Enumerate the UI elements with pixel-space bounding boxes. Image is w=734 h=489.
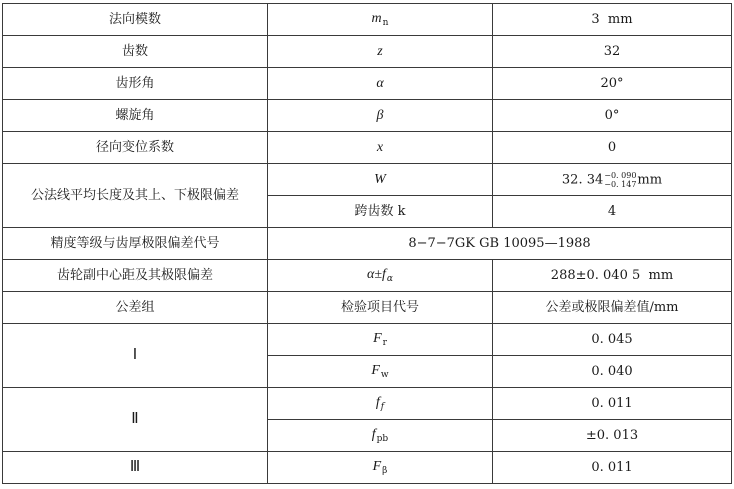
label-cell: 法向模数 — [3, 4, 268, 36]
label-cell: 螺旋角 — [3, 100, 268, 132]
symbol-subscript: f — [380, 401, 385, 412]
value-cell — [493, 164, 732, 196]
symbol-subscript: pb — [376, 433, 389, 444]
symbol-cell — [268, 260, 493, 292]
symbol-text: F — [372, 458, 382, 474]
table-row — [3, 388, 732, 420]
table-header-row — [3, 292, 732, 324]
group-cell: Ⅰ — [3, 324, 268, 388]
symbol-cell — [268, 132, 493, 164]
value-cell: 0. 011 — [493, 452, 732, 484]
value-cell: 0 — [493, 132, 732, 164]
symbol-cell — [268, 100, 493, 132]
symbol-subscript: β — [382, 465, 388, 476]
value-cell: 288±0. 040 5 mm — [493, 260, 732, 292]
value-cell: 0. 045 — [493, 324, 732, 356]
label-cell: 齿数 — [3, 36, 268, 68]
label-cell: 径向变位系数 — [3, 132, 268, 164]
value-cell: 0. 011 — [493, 388, 732, 420]
table-row — [3, 228, 732, 260]
symbol-text: α — [376, 75, 384, 91]
header-cell: 检验项目代号 — [268, 292, 493, 324]
symbol-cell — [268, 68, 493, 100]
group-cell: Ⅱ — [3, 388, 268, 452]
table-row — [3, 324, 732, 356]
symbol-text: β — [376, 107, 384, 123]
symbol-text: m — [371, 10, 382, 26]
table-row — [3, 4, 732, 36]
header-cell: 公差或极限偏差值/mm — [493, 292, 732, 324]
table-row — [3, 68, 732, 100]
symbol-text: W — [374, 171, 386, 187]
symbol-text: f — [371, 426, 376, 442]
symbol-cell — [268, 164, 493, 196]
value-cell: 0. 040 — [493, 356, 732, 388]
value-cell: 0° — [493, 100, 732, 132]
symbol-subscript: w — [380, 369, 389, 380]
value-cell: 4 — [493, 196, 732, 228]
value-cell: 32 — [493, 36, 732, 68]
symbol-text: x — [376, 139, 384, 155]
table-row — [3, 100, 732, 132]
tolerance-stack — [604, 171, 636, 189]
table-row — [3, 164, 732, 196]
symbol-text: α±f — [367, 266, 386, 282]
symbol-cell — [268, 388, 493, 420]
table-row — [3, 132, 732, 164]
symbol-subscript: α — [386, 273, 393, 284]
label-cell: 精度等级与齿厚极限偏差代号 — [3, 228, 268, 260]
label-cell: 公法线平均长度及其上、下极限偏差 — [3, 164, 268, 228]
label-cell: 齿轮副中心距及其极限偏差 — [3, 260, 268, 292]
gear-parameter-table — [2, 3, 732, 484]
symbol-cell: 跨齿数 k — [268, 196, 493, 228]
symbol-cell — [268, 4, 493, 36]
label-cell: 齿形角 — [3, 68, 268, 100]
upper-deviation: −0. 090 — [604, 170, 637, 180]
symbol-cell — [268, 356, 493, 388]
header-cell: 公差组 — [3, 292, 268, 324]
symbol-cell — [268, 36, 493, 68]
nominal-value: 32. 34 — [561, 172, 604, 187]
table-row — [3, 452, 732, 484]
lower-deviation: −0. 147 — [604, 179, 637, 189]
symbol-text: z — [377, 43, 383, 59]
symbol-cell — [268, 420, 493, 452]
value-cell: 3 mm — [493, 4, 732, 36]
value-unit: mm — [637, 172, 663, 187]
symbol-text: F — [371, 362, 380, 378]
table-row — [3, 260, 732, 292]
table-row — [3, 36, 732, 68]
group-cell: Ⅲ — [3, 452, 268, 484]
symbol-subscript: n — [382, 17, 389, 28]
symbol-text: f — [375, 394, 380, 410]
value-cell: 20° — [493, 68, 732, 100]
symbol-text: F — [373, 330, 382, 346]
symbol-cell — [268, 452, 493, 484]
value-cell: 8−7−7GK GB 10095—1988 — [268, 228, 732, 260]
symbol-subscript: r — [382, 337, 387, 348]
value-cell: ±0. 013 — [493, 420, 732, 452]
symbol-cell — [268, 324, 493, 356]
